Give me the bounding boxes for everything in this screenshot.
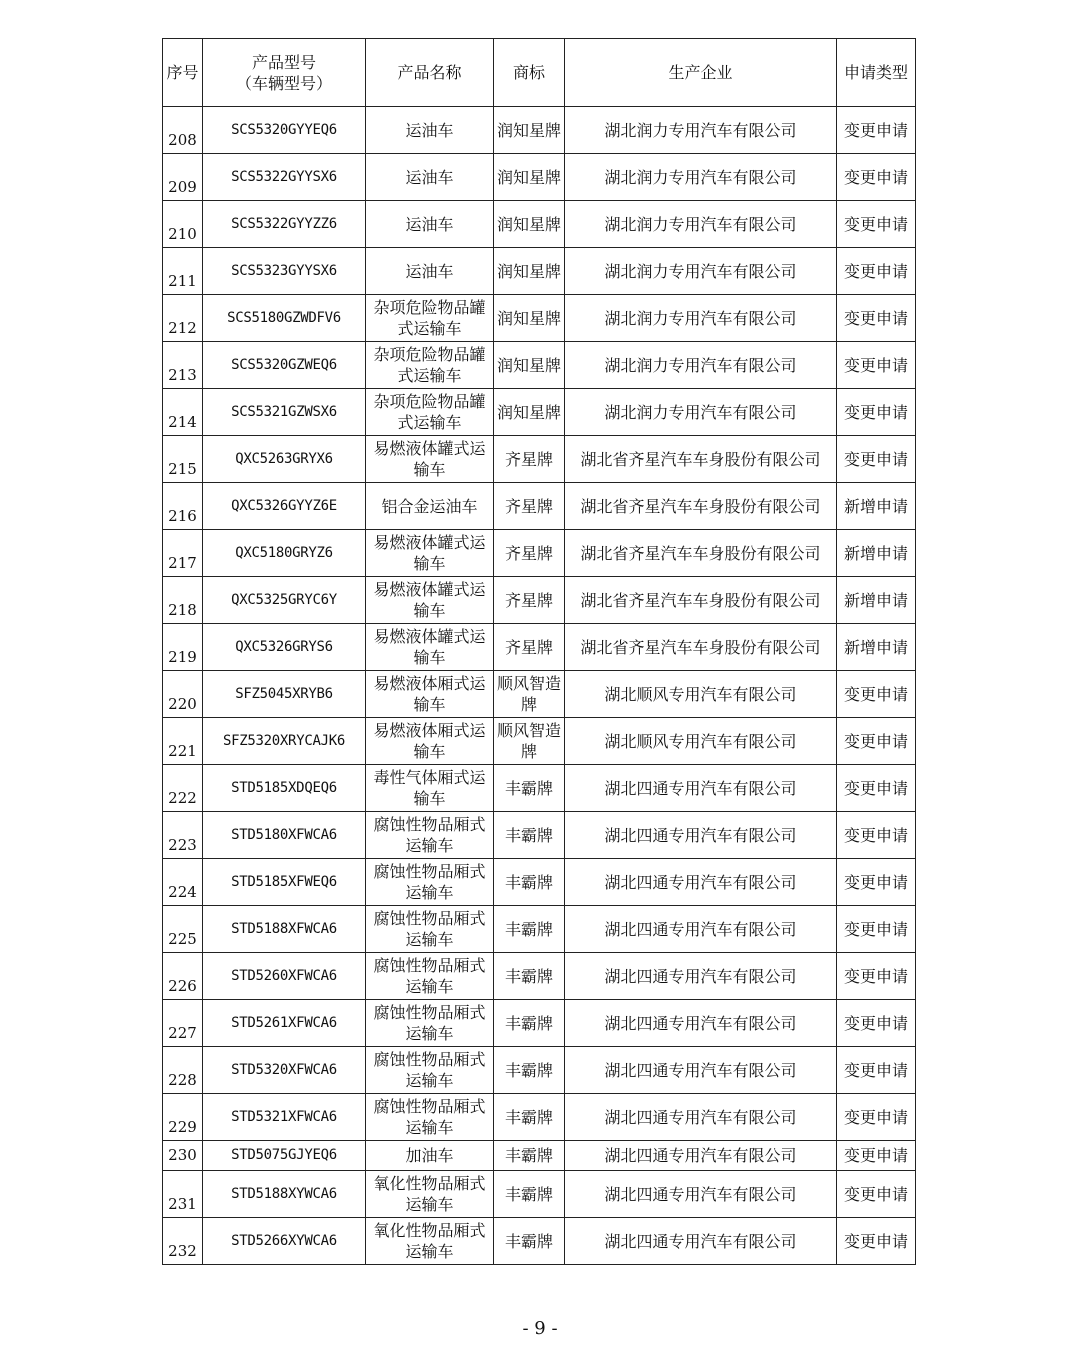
- header-company: 生产企业: [565, 39, 837, 107]
- cell-product-name: 易燃液体厢式运输车: [366, 671, 494, 718]
- cell-model: STD5075GJYEQ6: [203, 1141, 366, 1171]
- cell-company: 湖北四通专用汽车有限公司: [565, 812, 837, 859]
- cell-company: 湖北润力专用汽车有限公司: [565, 107, 837, 154]
- table-row: [163, 248, 916, 295]
- cell-product-name: 腐蚀性物品厢式运输车: [366, 953, 494, 1000]
- cell-model: SFZ5320XRYCAJK6: [203, 718, 366, 765]
- table-row: [163, 765, 916, 812]
- cell-brand: 丰霸牌: [494, 1000, 565, 1047]
- cell-model: STD5261XFWCA6: [203, 1000, 366, 1047]
- cell-application-type: 变更申请: [837, 295, 916, 342]
- table-row: [163, 671, 916, 718]
- cell-company: 湖北四通专用汽车有限公司: [565, 765, 837, 812]
- header-application-type: 申请类型: [837, 39, 916, 107]
- cell-company: 湖北四通专用汽车有限公司: [565, 859, 837, 906]
- cell-seq: 215: [163, 436, 203, 483]
- table-row: [163, 1000, 916, 1047]
- cell-seq: 212: [163, 295, 203, 342]
- cell-product-name: 腐蚀性物品厢式运输车: [366, 906, 494, 953]
- cell-model: SCS5323GYYSX6: [203, 248, 366, 295]
- cell-product-name: 毒性气体厢式运输车: [366, 765, 494, 812]
- cell-seq: 219: [163, 624, 203, 671]
- cell-company: 湖北省齐星汽车车身股份有限公司: [565, 530, 837, 577]
- cell-seq: 231: [163, 1171, 203, 1218]
- cell-seq: 208: [163, 107, 203, 154]
- table-body: [163, 107, 916, 1265]
- cell-brand: 润知星牌: [494, 201, 565, 248]
- cell-product-name: 氧化性物品厢式运输车: [366, 1218, 494, 1265]
- cell-model: SCS5322GYYZZ6: [203, 201, 366, 248]
- cell-company: 湖北四通专用汽车有限公司: [565, 1171, 837, 1218]
- cell-application-type: 新增申请: [837, 577, 916, 624]
- cell-model: STD5180XFWCA6: [203, 812, 366, 859]
- cell-brand: 丰霸牌: [494, 1141, 565, 1171]
- cell-application-type: 新增申请: [837, 530, 916, 577]
- cell-model: STD5185XFWEQ6: [203, 859, 366, 906]
- cell-application-type: 变更申请: [837, 859, 916, 906]
- cell-application-type: 变更申请: [837, 718, 916, 765]
- cell-application-type: 变更申请: [837, 812, 916, 859]
- cell-seq: 226: [163, 953, 203, 1000]
- cell-brand: 丰霸牌: [494, 859, 565, 906]
- cell-product-name: 杂项危险物品罐式运输车: [366, 295, 494, 342]
- table-row: [163, 906, 916, 953]
- cell-company: 湖北省齐星汽车车身股份有限公司: [565, 577, 837, 624]
- cell-company: 湖北四通专用汽车有限公司: [565, 906, 837, 953]
- cell-company: 湖北省齐星汽车车身股份有限公司: [565, 436, 837, 483]
- cell-company: 湖北四通专用汽车有限公司: [565, 1141, 837, 1171]
- cell-seq: 223: [163, 812, 203, 859]
- cell-seq: 221: [163, 718, 203, 765]
- cell-application-type: 变更申请: [837, 201, 916, 248]
- cell-seq: 228: [163, 1047, 203, 1094]
- cell-brand: 润知星牌: [494, 248, 565, 295]
- table-row: [163, 953, 916, 1000]
- table-row: [163, 1218, 916, 1265]
- cell-company: 湖北四通专用汽车有限公司: [565, 953, 837, 1000]
- cell-brand: 齐星牌: [494, 483, 565, 530]
- table-row: [163, 1171, 916, 1218]
- cell-application-type: 变更申请: [837, 765, 916, 812]
- cell-model: STD5185XDQEQ6: [203, 765, 366, 812]
- cell-company: 湖北省齐星汽车车身股份有限公司: [565, 483, 837, 530]
- cell-brand: 齐星牌: [494, 436, 565, 483]
- cell-seq: 229: [163, 1094, 203, 1141]
- cell-brand: 丰霸牌: [494, 1047, 565, 1094]
- cell-company: 湖北润力专用汽车有限公司: [565, 389, 837, 436]
- header-product-name: 产品名称: [366, 39, 494, 107]
- cell-brand: 顺风智造牌: [494, 718, 565, 765]
- cell-brand: 丰霸牌: [494, 812, 565, 859]
- cell-brand: 润知星牌: [494, 389, 565, 436]
- cell-company: 湖北润力专用汽车有限公司: [565, 295, 837, 342]
- cell-product-name: 腐蚀性物品厢式运输车: [366, 1000, 494, 1047]
- cell-seq: 214: [163, 389, 203, 436]
- table-row: [163, 154, 916, 201]
- cell-company: 湖北四通专用汽车有限公司: [565, 1218, 837, 1265]
- cell-model: STD5320XFWCA6: [203, 1047, 366, 1094]
- cell-company: 湖北四通专用汽车有限公司: [565, 1000, 837, 1047]
- cell-product-name: 易燃液体厢式运输车: [366, 718, 494, 765]
- cell-application-type: 新增申请: [837, 624, 916, 671]
- cell-brand: 顺风智造牌: [494, 671, 565, 718]
- header-seq: 序号: [163, 39, 203, 107]
- page-number: - 9 -: [522, 1318, 558, 1339]
- cell-brand: 齐星牌: [494, 577, 565, 624]
- cell-application-type: 变更申请: [837, 248, 916, 295]
- cell-brand: 润知星牌: [494, 295, 565, 342]
- cell-application-type: 变更申请: [837, 1141, 916, 1171]
- cell-model: QXC5326GRYS6: [203, 624, 366, 671]
- cell-brand: 丰霸牌: [494, 765, 565, 812]
- cell-company: 湖北四通专用汽车有限公司: [565, 1094, 837, 1141]
- cell-company: 湖北四通专用汽车有限公司: [565, 1047, 837, 1094]
- cell-company: 湖北润力专用汽车有限公司: [565, 342, 837, 389]
- cell-brand: 润知星牌: [494, 154, 565, 201]
- cell-application-type: 变更申请: [837, 1218, 916, 1265]
- cell-model: QXC5263GRYX6: [203, 436, 366, 483]
- cell-product-name: 运油车: [366, 248, 494, 295]
- cell-product-name: 运油车: [366, 154, 494, 201]
- cell-model: QXC5325GRYC6Y: [203, 577, 366, 624]
- header-model-line1: 产品型号: [251, 52, 316, 72]
- table-row: [163, 436, 916, 483]
- cell-model: QXC5326GYYZ6E: [203, 483, 366, 530]
- cell-seq: 216: [163, 483, 203, 530]
- cell-application-type: 新增申请: [837, 483, 916, 530]
- cell-seq: 211: [163, 248, 203, 295]
- cell-application-type: 变更申请: [837, 953, 916, 1000]
- table-row: [163, 107, 916, 154]
- cell-application-type: 变更申请: [837, 906, 916, 953]
- table-row: [163, 389, 916, 436]
- cell-application-type: 变更申请: [837, 107, 916, 154]
- cell-seq: 213: [163, 342, 203, 389]
- cell-seq: 217: [163, 530, 203, 577]
- vehicle-product-table: [162, 38, 916, 1265]
- cell-model: STD5321XFWCA6: [203, 1094, 366, 1141]
- cell-product-name: 氧化性物品厢式运输车: [366, 1171, 494, 1218]
- cell-model: STD5188XFWCA6: [203, 906, 366, 953]
- cell-seq: 209: [163, 154, 203, 201]
- cell-model: STD5260XFWCA6: [203, 953, 366, 1000]
- cell-company: 湖北顺风专用汽车有限公司: [565, 671, 837, 718]
- cell-company: 湖北润力专用汽车有限公司: [565, 248, 837, 295]
- cell-product-name: 运油车: [366, 201, 494, 248]
- cell-model: QXC5180GRYZ6: [203, 530, 366, 577]
- cell-application-type: 变更申请: [837, 389, 916, 436]
- cell-model: SCS5180GZWDFV6: [203, 295, 366, 342]
- cell-model: SCS5321GZWSX6: [203, 389, 366, 436]
- cell-company: 湖北润力专用汽车有限公司: [565, 201, 837, 248]
- table-row: [163, 1094, 916, 1141]
- cell-company: 湖北顺风专用汽车有限公司: [565, 718, 837, 765]
- cell-product-name: 易燃液体罐式运输车: [366, 436, 494, 483]
- cell-product-name: 铝合金运油车: [366, 483, 494, 530]
- cell-brand: 润知星牌: [494, 342, 565, 389]
- table-row: [163, 624, 916, 671]
- table-row: [163, 812, 916, 859]
- cell-product-name: 易燃液体罐式运输车: [366, 577, 494, 624]
- cell-company: 湖北润力专用汽车有限公司: [565, 154, 837, 201]
- cell-application-type: 变更申请: [837, 1047, 916, 1094]
- header-model: [203, 39, 366, 107]
- table-row: [163, 295, 916, 342]
- cell-application-type: 变更申请: [837, 1094, 916, 1141]
- cell-company: 湖北省齐星汽车车身股份有限公司: [565, 624, 837, 671]
- cell-product-name: 腐蚀性物品厢式运输车: [366, 1047, 494, 1094]
- table-row: [163, 718, 916, 765]
- cell-seq: 232: [163, 1218, 203, 1265]
- cell-seq: 222: [163, 765, 203, 812]
- cell-product-name: 腐蚀性物品厢式运输车: [366, 1094, 494, 1141]
- table-row: [163, 201, 916, 248]
- cell-model: SCS5320GYYEQ6: [203, 107, 366, 154]
- cell-seq: 218: [163, 577, 203, 624]
- table-row: [163, 530, 916, 577]
- cell-application-type: 变更申请: [837, 342, 916, 389]
- cell-brand: 丰霸牌: [494, 1094, 565, 1141]
- cell-seq: 227: [163, 1000, 203, 1047]
- cell-product-name: 杂项危险物品罐式运输车: [366, 389, 494, 436]
- cell-model: STD5188XYWCA6: [203, 1171, 366, 1218]
- cell-brand: 丰霸牌: [494, 1171, 565, 1218]
- header-model-line2: （车辆型号）: [235, 73, 332, 93]
- cell-product-name: 腐蚀性物品厢式运输车: [366, 812, 494, 859]
- cell-brand: 齐星牌: [494, 530, 565, 577]
- cell-brand: 丰霸牌: [494, 1218, 565, 1265]
- cell-seq: 230: [163, 1141, 203, 1171]
- cell-seq: 224: [163, 859, 203, 906]
- cell-model: SCS5320GZWEQ6: [203, 342, 366, 389]
- cell-brand: 丰霸牌: [494, 906, 565, 953]
- cell-model: STD5266XYWCA6: [203, 1218, 366, 1265]
- cell-application-type: 变更申请: [837, 1171, 916, 1218]
- cell-seq: 225: [163, 906, 203, 953]
- cell-model: SCS5322GYYSX6: [203, 154, 366, 201]
- table-row: [163, 342, 916, 389]
- table-row: [163, 859, 916, 906]
- table-header-row: [163, 39, 916, 107]
- table-row: [163, 483, 916, 530]
- cell-seq: 220: [163, 671, 203, 718]
- cell-product-name: 杂项危险物品罐式运输车: [366, 342, 494, 389]
- cell-brand: 润知星牌: [494, 107, 565, 154]
- cell-application-type: 变更申请: [837, 154, 916, 201]
- cell-application-type: 变更申请: [837, 671, 916, 718]
- table-row: [163, 1047, 916, 1094]
- table-row: [163, 1141, 916, 1171]
- cell-product-name: 加油车: [366, 1141, 494, 1171]
- header-brand: 商标: [494, 39, 565, 107]
- cell-product-name: 易燃液体罐式运输车: [366, 530, 494, 577]
- cell-brand: 齐星牌: [494, 624, 565, 671]
- cell-application-type: 变更申请: [837, 1000, 916, 1047]
- cell-seq: 210: [163, 201, 203, 248]
- cell-brand: 丰霸牌: [494, 953, 565, 1000]
- cell-model: SFZ5045XRYB6: [203, 671, 366, 718]
- cell-product-name: 运油车: [366, 107, 494, 154]
- cell-application-type: 变更申请: [837, 436, 916, 483]
- table-row: [163, 577, 916, 624]
- cell-product-name: 易燃液体罐式运输车: [366, 624, 494, 671]
- cell-product-name: 腐蚀性物品厢式运输车: [366, 859, 494, 906]
